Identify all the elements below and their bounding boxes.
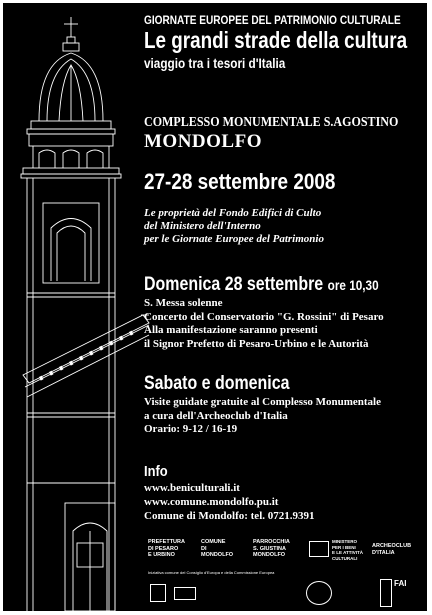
sunday-details: S. Messa solenne Concerto del Conservatorio "G. Rossini" di Pesaro Alla manifestazione saranno presenti il Signor Prefetto di Pesaro-Urbino e le Autorità	[144, 297, 384, 350]
poster	[3, 3, 427, 611]
sponsor-logos	[148, 539, 423, 609]
website-link[interactable]: www.beniculturali.it	[144, 482, 240, 494]
sunday-heading: Domenica 28 settembre ore 10,30	[144, 274, 379, 295]
ministry-emblem	[309, 541, 329, 557]
weekend-details: Visite guidate gratuite al Complesso Monumentale a cura dell'Archeoclub d'Italia Orario: 9-12 / 16-19	[144, 396, 381, 435]
phone-contact: Comune di Mondolfo: tel. 0721.9391	[144, 510, 315, 522]
logo-fai: FAI	[394, 579, 407, 588]
info-heading: Info	[144, 463, 168, 480]
intro-text: Le proprietà del Fondo Edifici di Culto del Ministero dell'Interno per le Giornate Europee del Patrimonio	[144, 207, 324, 245]
logo-parrocchia: PARROCCHIA S. GIUSTINA MONDOLFO	[253, 539, 290, 558]
municipality-website-link[interactable]: www.comune.mondolfo.pu.it	[144, 496, 279, 508]
fai-emblem	[380, 579, 392, 607]
title: Le grandi strade della cultura	[144, 27, 408, 53]
event-series: GIORNATE EUROPEE DEL PATRIMONIO CULTURALE	[144, 13, 401, 27]
logo-prefettura: PREFETTURA DI PESARO E URBINO	[148, 539, 185, 558]
logo-comune: COMUNE DI MONDOLFO	[201, 539, 234, 558]
prefettura-seal	[150, 584, 166, 602]
parish-seal	[306, 581, 332, 605]
council-of-europe-logo	[174, 587, 196, 600]
logo-ministero: MINISTERO PER I BENI E LE ATTIVITÀ CULTURALI	[332, 539, 363, 561]
venue-town: MONDOLFO	[144, 131, 262, 152]
event-dates: 27-28 settembre 2008	[144, 169, 336, 194]
initiative-note: Iniziativa comune del Consiglio d'Europa e della Commissione Europea	[148, 570, 275, 575]
subtitle: viaggio tra i tesori d'Italia	[144, 55, 286, 71]
weekend-heading: Sabato e domenica	[144, 373, 290, 394]
venue-complex: COMPLESSO MONUMENTALE S.AGOSTINO	[144, 115, 399, 130]
info-details	[144, 481, 315, 523]
logo-archeoclub: ARCHEOCLUB D'ITALIA	[372, 543, 412, 556]
